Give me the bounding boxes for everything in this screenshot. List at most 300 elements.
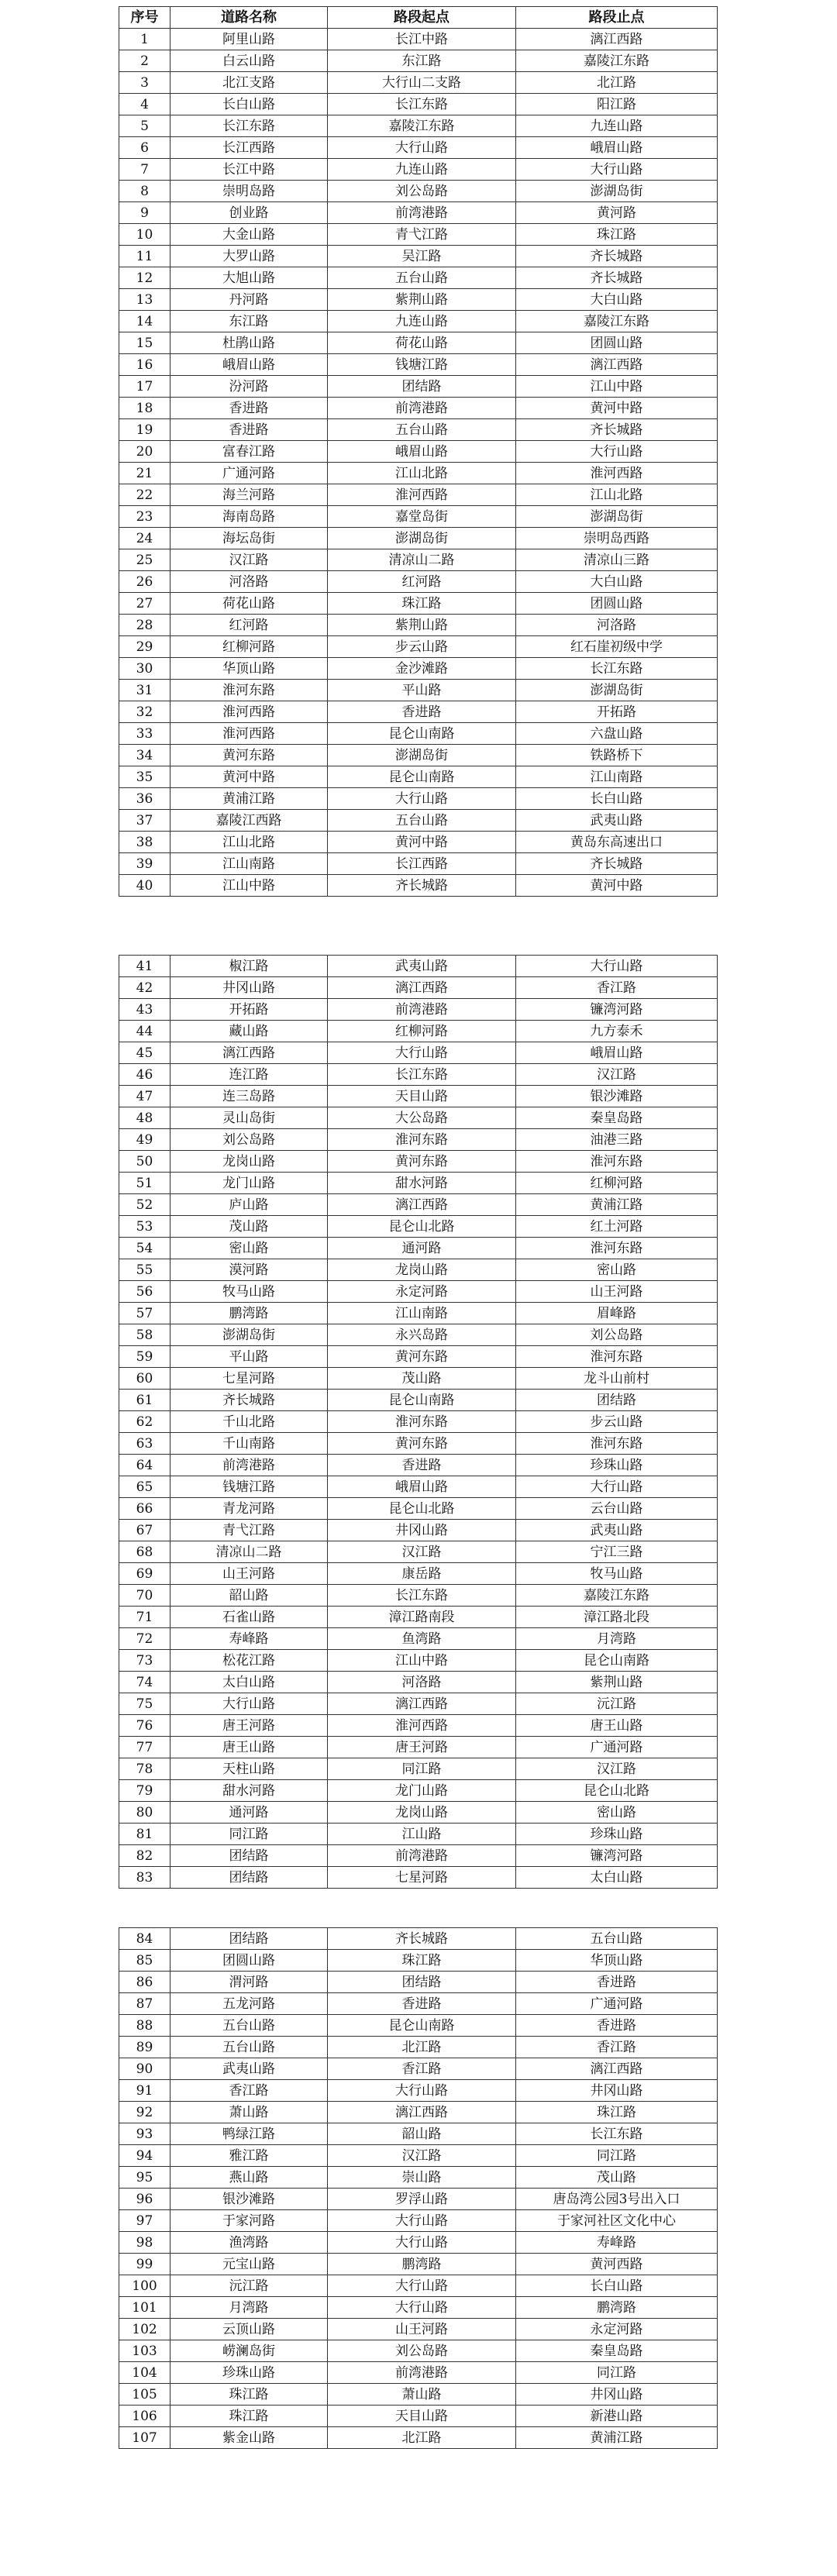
- cell-road-name: 团结路: [170, 1928, 328, 1950]
- cell-index: 97: [119, 2210, 170, 2232]
- cell-road-name: 齐长城路: [170, 1390, 328, 1411]
- cell-road-name: 青弋江路: [170, 1520, 328, 1541]
- cell-road-name: 大行山路: [170, 1693, 328, 1715]
- cell-start: 长江东路: [328, 94, 516, 115]
- table-row: [119, 1194, 718, 1216]
- table-row: [119, 1216, 718, 1238]
- cell-road-name: 雅江路: [170, 2145, 328, 2167]
- cell-start: 青弋江路: [328, 224, 516, 246]
- cell-index: 75: [119, 1693, 170, 1715]
- cell-road-name: 创业路: [170, 202, 328, 224]
- road-table-part-1: [119, 6, 718, 897]
- cell-end: 漳江路北段: [516, 1607, 718, 1628]
- cell-end: 红石崖初级中学: [516, 636, 718, 658]
- cell-road-name: 龙门山路: [170, 1173, 328, 1194]
- cell-end: 五台山路: [516, 1928, 718, 1950]
- cell-end: 太白山路: [516, 1867, 718, 1889]
- cell-end: 步云山路: [516, 1411, 718, 1433]
- header-start: 路段起点: [328, 7, 516, 29]
- cell-index: 19: [119, 419, 170, 441]
- table-row: [119, 745, 718, 766]
- cell-start: 大行山路: [328, 2080, 516, 2102]
- cell-end: 峨眉山路: [516, 137, 718, 159]
- cell-start: 峨眉山路: [328, 1476, 516, 1498]
- table-row: [119, 419, 718, 441]
- table-header-row: [119, 7, 718, 29]
- cell-end: 六盘山路: [516, 723, 718, 745]
- cell-end: 长江东路: [516, 2123, 718, 2145]
- cell-start: 香江路: [328, 2058, 516, 2080]
- cell-start: 前湾港路: [328, 999, 516, 1021]
- header-road-name: 道路名称: [170, 7, 328, 29]
- cell-road-name: 松花江路: [170, 1650, 328, 1672]
- cell-road-name: 黄河中路: [170, 766, 328, 788]
- cell-index: 22: [119, 484, 170, 506]
- table-row: [119, 1520, 718, 1541]
- cell-index: 36: [119, 788, 170, 810]
- cell-index: 81: [119, 1824, 170, 1845]
- cell-index: 63: [119, 1433, 170, 1455]
- cell-road-name: 团圆山路: [170, 1950, 328, 1972]
- cell-index: 37: [119, 810, 170, 832]
- table-row: [119, 2102, 718, 2123]
- cell-index: 23: [119, 506, 170, 528]
- cell-road-name: 前湾港路: [170, 1455, 328, 1476]
- cell-index: 32: [119, 701, 170, 723]
- cell-road-name: 香江路: [170, 2080, 328, 2102]
- cell-end: 九连山路: [516, 115, 718, 137]
- cell-road-name: 石雀山路: [170, 1607, 328, 1628]
- cell-index: 27: [119, 593, 170, 615]
- cell-start: 前湾港路: [328, 202, 516, 224]
- cell-start: 龙门山路: [328, 1780, 516, 1802]
- cell-end: 华顶山路: [516, 1950, 718, 1972]
- cell-end: 汉江路: [516, 1758, 718, 1780]
- table-row: [119, 463, 718, 484]
- cell-start: 黄河东路: [328, 1151, 516, 1173]
- cell-start: 永定河路: [328, 1281, 516, 1303]
- cell-start: 大行山路: [328, 2275, 516, 2297]
- cell-road-name: 燕山路: [170, 2167, 328, 2189]
- cell-start: 长江中路: [328, 29, 516, 50]
- cell-end: 黄河路: [516, 202, 718, 224]
- cell-start: 韶山路: [328, 2123, 516, 2145]
- cell-end: 昆仑山北路: [516, 1780, 718, 1802]
- table-row: [119, 181, 718, 202]
- table-row: [119, 2210, 718, 2232]
- table-row: [119, 2319, 718, 2340]
- cell-index: 79: [119, 1780, 170, 1802]
- cell-road-name: 香进路: [170, 419, 328, 441]
- table-row: [119, 1928, 718, 1950]
- cell-start: 平山路: [328, 680, 516, 701]
- cell-index: 67: [119, 1520, 170, 1541]
- cell-index: 20: [119, 441, 170, 463]
- cell-start: 团结路: [328, 376, 516, 398]
- table-row: [119, 1107, 718, 1129]
- table-row: [119, 1064, 718, 1086]
- cell-end: 刘公岛路: [516, 1324, 718, 1346]
- cell-road-name: 海坛岛街: [170, 528, 328, 549]
- cell-index: 43: [119, 999, 170, 1021]
- table-row: [119, 2037, 718, 2058]
- cell-end: 昆仑山南路: [516, 1650, 718, 1672]
- table-row: [119, 398, 718, 419]
- cell-index: 35: [119, 766, 170, 788]
- table-row: [119, 2427, 718, 2449]
- cell-start: 淮河东路: [328, 1411, 516, 1433]
- cell-index: 86: [119, 1972, 170, 1993]
- cell-end: 团圆山路: [516, 593, 718, 615]
- cell-end: 黄河中路: [516, 875, 718, 897]
- cell-start: 刘公岛路: [328, 181, 516, 202]
- cell-index: 14: [119, 311, 170, 332]
- cell-road-name: 河洛路: [170, 571, 328, 593]
- cell-road-name: 珠江路: [170, 2406, 328, 2427]
- table-row: [119, 1972, 718, 1993]
- cell-start: 甜水河路: [328, 1173, 516, 1194]
- table-row: [119, 2058, 718, 2080]
- cell-start: 武夷山路: [328, 956, 516, 977]
- table-row: [119, 94, 718, 115]
- cell-index: 95: [119, 2167, 170, 2189]
- cell-road-name: 团结路: [170, 1845, 328, 1867]
- cell-start: 红柳河路: [328, 1021, 516, 1042]
- cell-road-name: 五台山路: [170, 2037, 328, 2058]
- table-row: [119, 2080, 718, 2102]
- table-row: [119, 1129, 718, 1151]
- cell-start: 大行山二支路: [328, 72, 516, 94]
- cell-road-name: 寿峰路: [170, 1628, 328, 1650]
- cell-end: 镰湾河路: [516, 1845, 718, 1867]
- cell-end: 红柳河路: [516, 1173, 718, 1194]
- cell-start: 长江东路: [328, 1585, 516, 1607]
- cell-start: 九连山路: [328, 159, 516, 181]
- cell-road-name: 武夷山路: [170, 2058, 328, 2080]
- cell-road-name: 井冈山路: [170, 977, 328, 999]
- cell-start: 黄河东路: [328, 1346, 516, 1368]
- cell-end: 江山中路: [516, 376, 718, 398]
- cell-road-name: 龙岗山路: [170, 1151, 328, 1173]
- table-row: [119, 528, 718, 549]
- cell-road-name: 唐王河路: [170, 1715, 328, 1737]
- cell-road-name: 通河路: [170, 1802, 328, 1824]
- cell-index: 50: [119, 1151, 170, 1173]
- cell-index: 28: [119, 615, 170, 636]
- road-table-part-2: [119, 955, 718, 1889]
- cell-index: 71: [119, 1607, 170, 1628]
- table-row: [119, 1780, 718, 1802]
- cell-index: 45: [119, 1042, 170, 1064]
- cell-index: 24: [119, 528, 170, 549]
- cell-index: 16: [119, 354, 170, 376]
- table-row: [119, 1715, 718, 1737]
- cell-road-name: 五龙河路: [170, 1993, 328, 2015]
- cell-index: 33: [119, 723, 170, 745]
- cell-end: 嘉陵江东路: [516, 50, 718, 72]
- cell-road-name: 天柱山路: [170, 1758, 328, 1780]
- table-row: [119, 2232, 718, 2254]
- cell-index: 101: [119, 2297, 170, 2319]
- cell-end: 大行山路: [516, 956, 718, 977]
- cell-road-name: 元宝山路: [170, 2254, 328, 2275]
- cell-index: 34: [119, 745, 170, 766]
- table-row: [119, 875, 718, 897]
- table-row: [119, 1455, 718, 1476]
- table-row: [119, 977, 718, 999]
- cell-index: 61: [119, 1390, 170, 1411]
- cell-start: 昆仑山南路: [328, 766, 516, 788]
- cell-road-name: 峨眉山路: [170, 354, 328, 376]
- cell-road-name: 澎湖岛街: [170, 1324, 328, 1346]
- cell-end: 澎湖岛街: [516, 506, 718, 528]
- cell-road-name: 牧马山路: [170, 1281, 328, 1303]
- table-row: [119, 1541, 718, 1563]
- cell-road-name: 银沙滩路: [170, 2189, 328, 2210]
- cell-index: 7: [119, 159, 170, 181]
- cell-road-name: 荷花山路: [170, 593, 328, 615]
- cell-end: 广通河路: [516, 1737, 718, 1758]
- cell-road-name: 茂山路: [170, 1216, 328, 1238]
- cell-index: 58: [119, 1324, 170, 1346]
- cell-start: 黄河东路: [328, 1433, 516, 1455]
- table-row: [119, 593, 718, 615]
- cell-start: 昆仑山北路: [328, 1498, 516, 1520]
- cell-start: 鱼湾路: [328, 1628, 516, 1650]
- table-row: [119, 636, 718, 658]
- table-row: [119, 999, 718, 1021]
- cell-end: 嘉陵江东路: [516, 311, 718, 332]
- cell-index: 92: [119, 2102, 170, 2123]
- cell-end: 镰湾河路: [516, 999, 718, 1021]
- cell-end: 长江东路: [516, 658, 718, 680]
- cell-start: 漓江西路: [328, 977, 516, 999]
- cell-start: 河洛路: [328, 1672, 516, 1693]
- cell-end: 秦皇岛路: [516, 2340, 718, 2362]
- cell-start: 昆仑山北路: [328, 1216, 516, 1238]
- cell-road-name: 椒江路: [170, 956, 328, 977]
- cell-index: 105: [119, 2384, 170, 2406]
- cell-index: 54: [119, 1238, 170, 1259]
- cell-start: 吴江路: [328, 246, 516, 267]
- cell-index: 15: [119, 332, 170, 354]
- cell-index: 25: [119, 549, 170, 571]
- cell-road-name: 渔湾路: [170, 2232, 328, 2254]
- cell-index: 56: [119, 1281, 170, 1303]
- cell-index: 102: [119, 2319, 170, 2340]
- cell-start: 前湾港路: [328, 1845, 516, 1867]
- cell-start: 紫荆山路: [328, 289, 516, 311]
- cell-end: 珍珠山路: [516, 1824, 718, 1845]
- cell-end: 清凉山三路: [516, 549, 718, 571]
- cell-road-name: 连江路: [170, 1064, 328, 1086]
- table-row: [119, 1368, 718, 1390]
- cell-road-name: 山王河路: [170, 1563, 328, 1585]
- cell-end: 峨眉山路: [516, 1042, 718, 1064]
- cell-start: 步云山路: [328, 636, 516, 658]
- table-row: [119, 701, 718, 723]
- cell-start: 昆仑山南路: [328, 2015, 516, 2037]
- cell-end: 龙斗山前村: [516, 1368, 718, 1390]
- cell-end: 长白山路: [516, 2275, 718, 2297]
- cell-start: 淮河东路: [328, 1129, 516, 1151]
- table-row: [119, 2275, 718, 2297]
- cell-road-name: 灵山岛街: [170, 1107, 328, 1129]
- cell-start: 红河路: [328, 571, 516, 593]
- cell-road-name: 白云山路: [170, 50, 328, 72]
- cell-index: 107: [119, 2427, 170, 2449]
- cell-index: 77: [119, 1737, 170, 1758]
- cell-end: 淮河东路: [516, 1346, 718, 1368]
- cell-road-name: 汉江路: [170, 549, 328, 571]
- table-row: [119, 2145, 718, 2167]
- cell-road-name: 渭河路: [170, 1972, 328, 1993]
- cell-start: 康岳路: [328, 1563, 516, 1585]
- cell-start: 齐长城路: [328, 875, 516, 897]
- cell-index: 94: [119, 2145, 170, 2167]
- cell-end: 大白山路: [516, 289, 718, 311]
- cell-start: 钱塘江路: [328, 354, 516, 376]
- table-row: [119, 2406, 718, 2427]
- cell-end: 密山路: [516, 1802, 718, 1824]
- cell-road-name: 漠河路: [170, 1259, 328, 1281]
- cell-index: 52: [119, 1194, 170, 1216]
- cell-index: 82: [119, 1845, 170, 1867]
- cell-road-name: 大旭山路: [170, 267, 328, 289]
- cell-index: 48: [119, 1107, 170, 1129]
- cell-end: 淮河东路: [516, 1151, 718, 1173]
- cell-end: 云台山路: [516, 1498, 718, 1520]
- cell-start: 五台山路: [328, 419, 516, 441]
- table-row: [119, 2297, 718, 2319]
- cell-start: 东江路: [328, 50, 516, 72]
- cell-index: 64: [119, 1455, 170, 1476]
- cell-start: 通河路: [328, 1238, 516, 1259]
- cell-index: 60: [119, 1368, 170, 1390]
- table-row: [119, 2254, 718, 2275]
- cell-index: 38: [119, 832, 170, 853]
- cell-road-name: 阿里山路: [170, 29, 328, 50]
- cell-index: 39: [119, 853, 170, 875]
- table-row: [119, 202, 718, 224]
- cell-end: 黄河中路: [516, 398, 718, 419]
- cell-end: 珍珠山路: [516, 1455, 718, 1476]
- cell-index: 65: [119, 1476, 170, 1498]
- cell-end: 月湾路: [516, 1628, 718, 1650]
- cell-end: 牧马山路: [516, 1563, 718, 1585]
- cell-start: 九连山路: [328, 311, 516, 332]
- cell-end: 红土河路: [516, 1216, 718, 1238]
- cell-start: 金沙滩路: [328, 658, 516, 680]
- cell-start: 珠江路: [328, 593, 516, 615]
- cell-road-name: 萧山路: [170, 2102, 328, 2123]
- table-row: [119, 832, 718, 853]
- cell-start: 罗浮山路: [328, 2189, 516, 2210]
- cell-index: 2: [119, 50, 170, 72]
- table-row: [119, 810, 718, 832]
- cell-road-name: 漓江西路: [170, 1042, 328, 1064]
- cell-start: 山王河路: [328, 2319, 516, 2340]
- cell-index: 8: [119, 181, 170, 202]
- cell-road-name: 千山北路: [170, 1411, 328, 1433]
- cell-road-name: 甜水河路: [170, 1780, 328, 1802]
- cell-start: 刘公岛路: [328, 2340, 516, 2362]
- cell-end: 长白山路: [516, 788, 718, 810]
- table-row: [119, 1173, 718, 1194]
- table-row: [119, 1737, 718, 1758]
- cell-road-name: 清凉山二路: [170, 1541, 328, 1563]
- cell-index: 49: [119, 1129, 170, 1151]
- table-row: [119, 29, 718, 50]
- table-row: [119, 224, 718, 246]
- cell-end: 漓江西路: [516, 354, 718, 376]
- cell-end: 齐长城路: [516, 246, 718, 267]
- table-row: [119, 506, 718, 528]
- cell-road-name: 紫金山路: [170, 2427, 328, 2449]
- cell-road-name: 富春江路: [170, 441, 328, 463]
- cell-start: 北江路: [328, 2427, 516, 2449]
- cell-road-name: 长江中路: [170, 159, 328, 181]
- cell-end: 寿峰路: [516, 2232, 718, 2254]
- cell-road-name: 鸭绿江路: [170, 2123, 328, 2145]
- cell-end: 淮河东路: [516, 1433, 718, 1455]
- cell-start: 长江东路: [328, 1064, 516, 1086]
- cell-road-name: 杜鹃山路: [170, 332, 328, 354]
- table-row: [119, 1867, 718, 1889]
- cell-end: 江山南路: [516, 766, 718, 788]
- cell-end: 珠江路: [516, 224, 718, 246]
- cell-index: 106: [119, 2406, 170, 2427]
- cell-end: 于家河社区文化中心: [516, 2210, 718, 2232]
- cell-index: 90: [119, 2058, 170, 2080]
- cell-start: 漳江路南段: [328, 1607, 516, 1628]
- cell-end: 宁江三路: [516, 1541, 718, 1563]
- cell-road-name: 同江路: [170, 1824, 328, 1845]
- table-row: [119, 1476, 718, 1498]
- cell-road-name: 密山路: [170, 1238, 328, 1259]
- cell-road-name: 五台山路: [170, 2015, 328, 2037]
- cell-start: 五台山路: [328, 267, 516, 289]
- cell-end: 紫荆山路: [516, 1672, 718, 1693]
- cell-end: 密山路: [516, 1259, 718, 1281]
- cell-start: 澎湖岛街: [328, 528, 516, 549]
- cell-index: 84: [119, 1928, 170, 1950]
- cell-end: 香江路: [516, 2037, 718, 2058]
- cell-end: 团结路: [516, 1390, 718, 1411]
- cell-end: 澎湖岛街: [516, 181, 718, 202]
- cell-start: 峨眉山路: [328, 441, 516, 463]
- cell-index: 9: [119, 202, 170, 224]
- cell-start: 长江西路: [328, 853, 516, 875]
- table-row: [119, 1845, 718, 1867]
- table-row: [119, 311, 718, 332]
- table-row: [119, 1086, 718, 1107]
- cell-start: 北江路: [328, 2037, 516, 2058]
- table-row: [119, 159, 718, 181]
- cell-start: 天目山路: [328, 2406, 516, 2427]
- cell-index: 76: [119, 1715, 170, 1737]
- table-body-1: [119, 29, 718, 897]
- cell-end: 团圆山路: [516, 332, 718, 354]
- cell-road-name: 大金山路: [170, 224, 328, 246]
- cell-road-name: 月湾路: [170, 2297, 328, 2319]
- cell-road-name: 淮河东路: [170, 680, 328, 701]
- cell-end: 黄岛东高速出口: [516, 832, 718, 853]
- cell-road-name: 华顶山路: [170, 658, 328, 680]
- cell-index: 3: [119, 72, 170, 94]
- cell-road-name: 长江东路: [170, 115, 328, 137]
- table-row: [119, 1259, 718, 1281]
